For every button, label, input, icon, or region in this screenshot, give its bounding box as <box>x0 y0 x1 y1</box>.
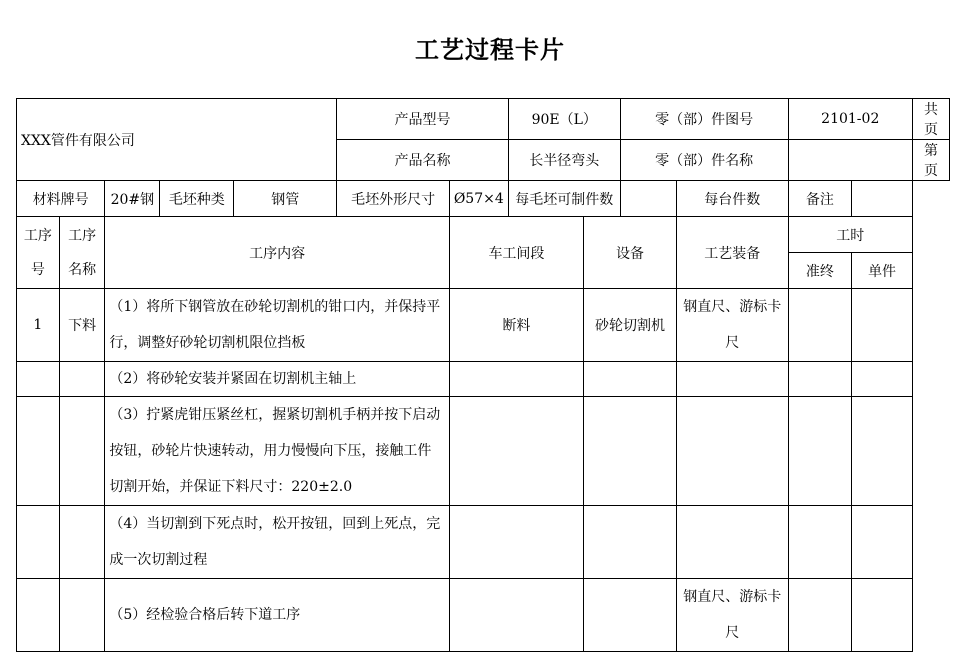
step-prep-time <box>788 397 852 506</box>
step-equipment: 砂轮切割机 <box>584 289 677 362</box>
col-hours: 工时 <box>788 217 912 253</box>
col-tooling: 工艺装备 <box>676 217 788 289</box>
per-unit-label: 每台件数 <box>676 181 788 217</box>
part-name-label: 零（部）件名称 <box>620 140 788 181</box>
step-name: 下料 <box>59 289 105 362</box>
part-drawing-value: 2101-02 <box>788 99 912 140</box>
step-content: （1）将所下钢管放在砂轮切割机的钳口内，并保持平行，调整好砂轮切割机限位挡板 <box>105 289 449 362</box>
step-no <box>17 579 60 652</box>
step-no: 1 <box>17 289 60 362</box>
product-name-label: 产品名称 <box>337 140 508 181</box>
step-name <box>59 362 105 397</box>
table-row <box>17 506 950 579</box>
blank-size-label: 毛坯外形尺寸 <box>337 181 450 217</box>
table-row <box>17 362 950 397</box>
col-equipment: 设备 <box>584 217 677 289</box>
step-no <box>17 506 60 579</box>
step-unit-time <box>852 397 913 506</box>
step-no <box>17 362 60 397</box>
company-name: XXX管件有限公司 <box>17 99 337 181</box>
col-step-no-line2: 号 <box>30 261 45 278</box>
material-label: 材料牌号 <box>17 181 105 217</box>
step-workshop: 断料 <box>449 289 583 362</box>
total-pages-label: 共 页 <box>913 99 950 140</box>
table-row <box>17 289 950 362</box>
step-name <box>59 506 105 579</box>
step-unit-time <box>852 362 913 397</box>
step-content: （2）将砂轮安装并紧固在切割机主轴上 <box>105 362 449 397</box>
step-content: （5）经检验合格后转下道工序 <box>105 579 449 652</box>
step-name <box>59 579 105 652</box>
step-tooling <box>676 506 788 579</box>
step-tooling <box>676 397 788 506</box>
material-value: 20#钢 <box>105 181 160 217</box>
product-name-value: 长半径弯头 <box>508 140 620 181</box>
product-model-value: 90E（L） <box>508 99 620 140</box>
step-prep-time <box>788 362 852 397</box>
step-name <box>59 397 105 506</box>
step-prep-time <box>788 579 852 652</box>
step-workshop <box>449 579 583 652</box>
col-unit-time: 单件 <box>852 253 913 289</box>
step-tooling: 钢直尺、游标卡尺 <box>676 289 788 362</box>
step-tooling <box>676 362 788 397</box>
page-number-label: 第 页 <box>913 140 950 181</box>
step-content: （4）当切割到下死点时，松开按钮，回到上死点，完成一次切割过程 <box>105 506 449 579</box>
step-workshop <box>449 506 583 579</box>
per-blank-value <box>620 181 676 217</box>
per-blank-label: 每毛坯可制件数 <box>508 181 620 217</box>
col-step-name-line2: 名称 <box>68 261 97 278</box>
blank-type-label: 毛坯种类 <box>160 181 234 217</box>
step-prep-time <box>788 289 852 362</box>
step-no <box>17 397 60 506</box>
table-row <box>17 579 950 652</box>
remark-label: 备注 <box>788 181 852 217</box>
part-name-value <box>788 140 912 181</box>
step-equipment <box>584 397 677 506</box>
step-equipment <box>584 362 677 397</box>
col-step-no <box>17 217 60 289</box>
col-step-name <box>59 217 105 289</box>
column-header-row-1 <box>17 217 950 253</box>
step-workshop <box>449 397 583 506</box>
step-unit-time <box>852 506 913 579</box>
col-prep-time: 准终 <box>788 253 852 289</box>
step-workshop <box>449 362 583 397</box>
step-unit-time <box>852 579 913 652</box>
col-content: 工序内容 <box>105 217 449 289</box>
remark-value <box>852 181 913 217</box>
process-card-table <box>16 98 950 652</box>
table-row <box>17 397 950 506</box>
step-content: （3）拧紧虎钳压紧丝杠，握紧切割机手柄并按下启动按钮，砂轮片快速转动，用力慢慢向下压，接触工件切割开始，并保证下料尺寸：220±2.0 <box>105 397 449 506</box>
part-drawing-label: 零（部）件图号 <box>620 99 788 140</box>
col-step-no-line1: 工序 <box>23 227 52 244</box>
page-title: 工艺过程卡片 <box>415 36 565 64</box>
step-unit-time <box>852 289 913 362</box>
blank-type-value: 钢管 <box>234 181 337 217</box>
product-model-label: 产品型号 <box>337 99 508 140</box>
step-equipment <box>584 579 677 652</box>
blank-size-value: Ø57×4 <box>449 181 508 217</box>
header-row-1 <box>17 99 950 140</box>
material-row <box>17 181 950 217</box>
col-step-name-line1: 工序 <box>68 227 97 244</box>
step-equipment <box>584 506 677 579</box>
step-tooling: 钢直尺、游标卡尺 <box>676 579 788 652</box>
step-prep-time <box>788 506 852 579</box>
col-workshop: 车工间段 <box>449 217 583 289</box>
